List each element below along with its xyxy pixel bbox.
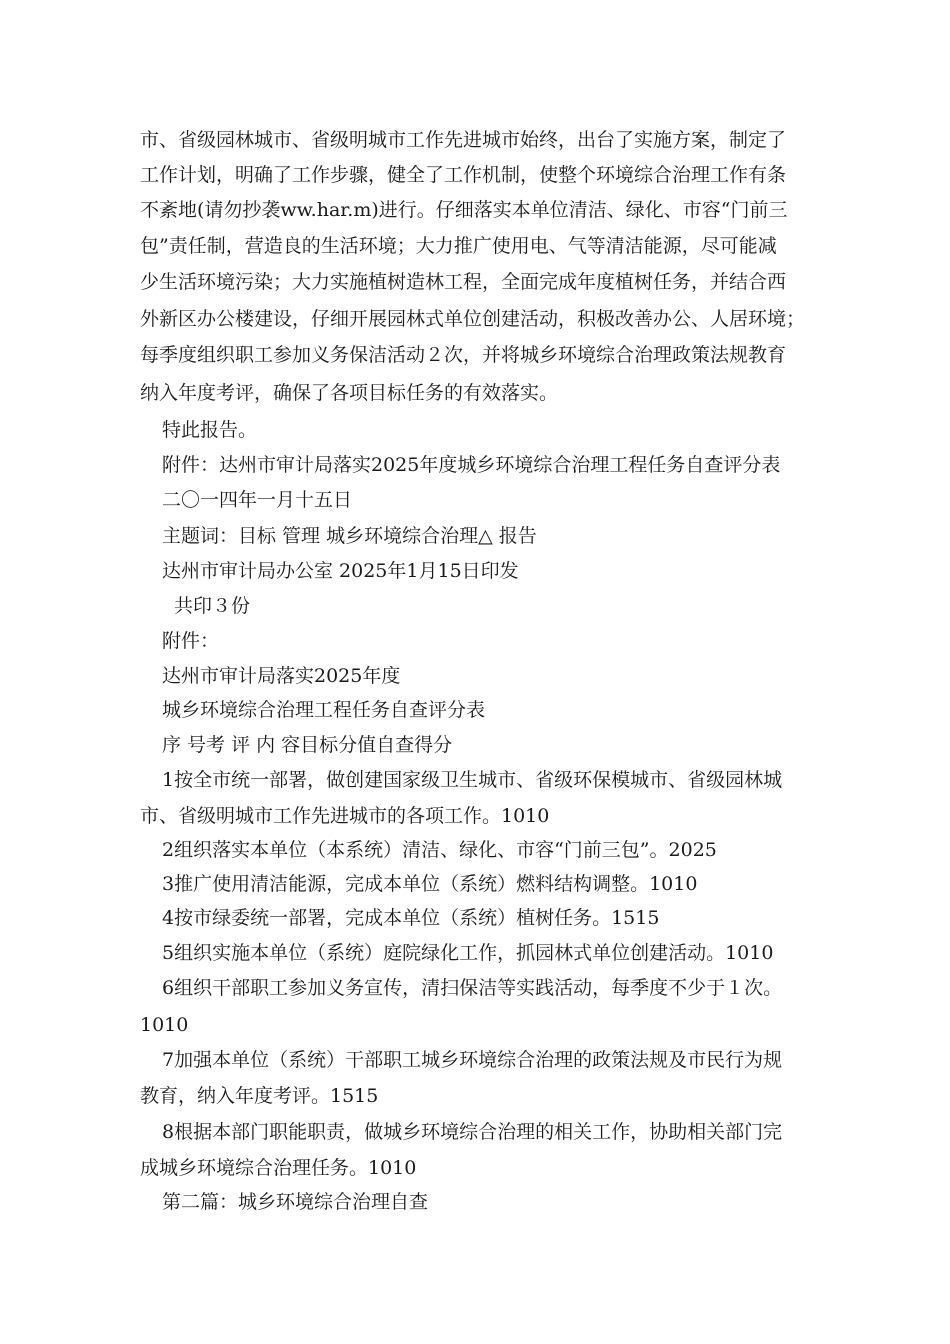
- item-line: 1010: [140, 1014, 189, 1036]
- item-line: 1按全市统一部署，做创建国家级卫生城市、省级环保模城市、省级园林城: [162, 769, 783, 791]
- paragraph-line: 少生活环境污染；大力实施植树造林工程，全面完成年度植树任务，并结合西: [140, 271, 787, 293]
- item-line: 成城乡环境综合治理任务。1010: [140, 1157, 417, 1179]
- table-title: 城乡环境综合治理工程任务自查评分表: [162, 699, 486, 721]
- item-line: 2组织落实本单位（本系统）清洁、绿化、市容“门前三包”。2025: [162, 839, 717, 861]
- item-line: 7加强本单位（系统）干部职工城乡环境综合治理的政策法规及市民行为规: [162, 1049, 783, 1071]
- item-line: 8根据本部门职能职责，做城乡环境综合治理的相关工作，协助相关部门完: [162, 1121, 783, 1143]
- paragraph-line: 工作计划，明确了工作步骤，健全了工作机制，使整个环境综合治理工作有条: [140, 164, 787, 186]
- paragraph-line: 市、省级园林城市、省级明城市工作先进城市始终，出台了实施方案，制定了: [140, 129, 787, 151]
- attachment-note: 附件：达州市审计局落实2025年度城乡环境综合治理工程任务自查评分表: [162, 454, 781, 476]
- paragraph-line: 不紊地(请勿抄袭ww.har.m)进行。仔细落实本单位清洁、绿化、市容“门前三: [140, 199, 788, 221]
- paragraph-line: 外新区办公楼建设，仔细开展园林式单位创建活动，积极改善办公、人居环境；: [140, 308, 806, 330]
- attachment-label: 附件：: [162, 630, 220, 652]
- next-section-title: 第二篇：城乡环境综合治理自查: [162, 1191, 429, 1213]
- item-line: 4按市绿委统一部署，完成本单位（系统）植树任务。1515: [162, 907, 660, 929]
- closing-text: 特此报告。: [162, 419, 258, 441]
- item-line: 教育，纳入年度考评。1515: [140, 1085, 379, 1107]
- table-title: 达州市审计局落实2025年度: [162, 665, 401, 687]
- table-header: 序 号考 评 内 容目标分值自查得分: [162, 734, 453, 756]
- item-line: 6组织干部职工参加义务宣传，清扫保洁等实践活动，每季度不少于１次。: [162, 977, 783, 999]
- paragraph-line: 包”责任制，营造良的生活环境；大力推广使用电、气等清洁能源，尽可能减: [140, 235, 777, 257]
- item-line: 3推广使用清洁能源，完成本单位（系统）燃料结构调整。1010: [162, 873, 698, 895]
- paragraph-line: 纳入年度考评，确保了各项目标任务的有效落实。: [140, 382, 559, 404]
- issuer-line: 达州市审计局办公室 2025年1月15日印发: [162, 560, 519, 582]
- keywords: 主题词：目标 管理 城乡环境综合治理△ 报告: [162, 525, 537, 547]
- paragraph-line: 每季度组织职工参加义务保洁活动２次，并将城乡环境综合治理政策法规教育: [140, 344, 787, 366]
- item-line: 5组织实施本单位（系统）庭院绿化工作，抓园林式单位创建活动。1010: [162, 942, 774, 964]
- document-date: 二〇一四年一月十五日: [162, 489, 353, 511]
- item-line: 市、省级明城市工作先进城市的各项工作。1010: [140, 805, 550, 827]
- copies-count: 共印３份: [174, 595, 251, 617]
